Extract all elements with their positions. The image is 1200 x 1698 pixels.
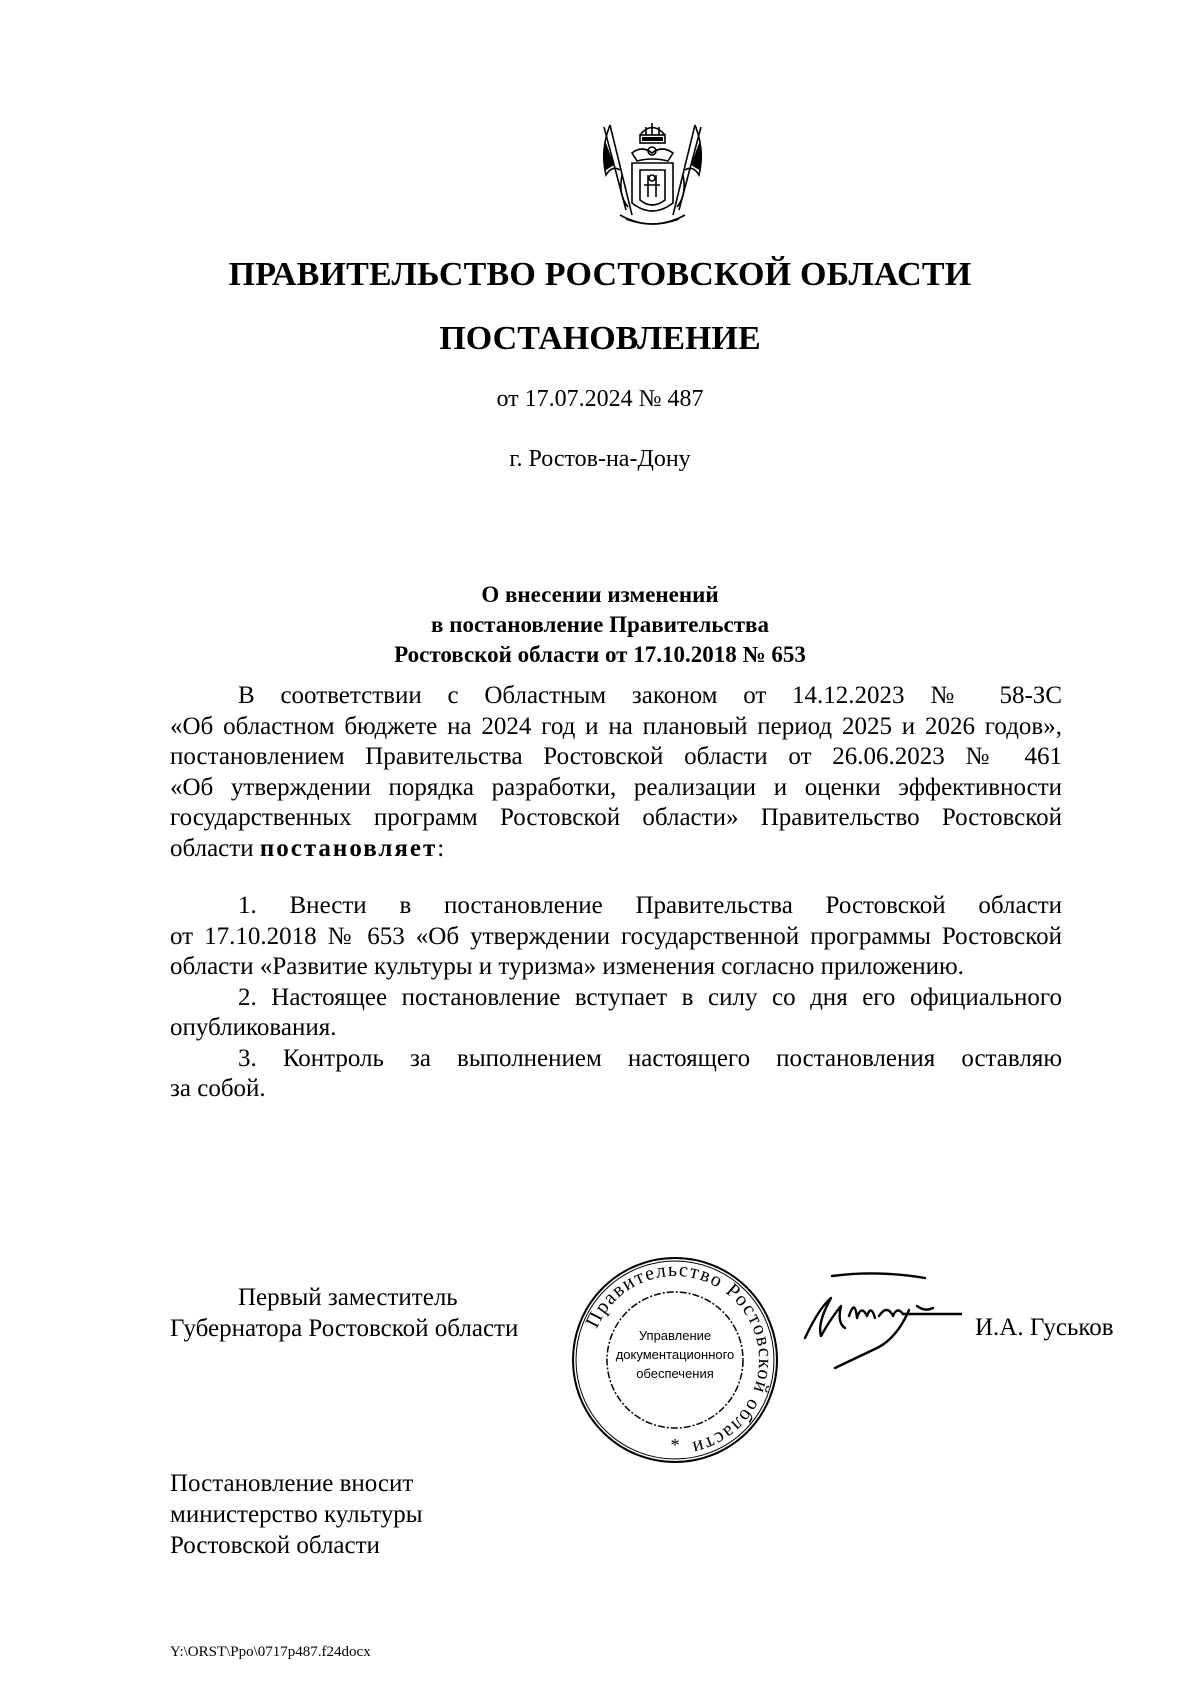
subject-line-3: Ростовской области от 17.10.2018 № 653 — [394, 642, 806, 667]
item-3-line-1: 3. Контроль за выполнением настоящего постановления оставляю — [238, 1044, 1062, 1072]
signer-name: И.А. Гуськов — [975, 1314, 1114, 1341]
item-2-line-2: опубликования. — [170, 1014, 337, 1041]
official-stamp — [570, 1255, 780, 1465]
subject-line-1: О внесении изменений — [481, 582, 719, 607]
preamble-paragraph — [170, 681, 1062, 864]
preamble-line-5: государственных программ Ростовской области» Правительство Ростовской — [170, 804, 1062, 831]
coat-of-arms-emblem — [590, 115, 715, 240]
date-and-number: от 17.07.2024 № 487 — [496, 386, 704, 412]
signer-position-line-2: Губернатора Ростовской области — [170, 1314, 519, 1342]
resolves-word: постановляет — [259, 834, 438, 862]
document-subject — [0, 580, 1200, 670]
handwritten-signature — [797, 1268, 962, 1373]
stamp-star: * — [670, 1435, 680, 1455]
item-1-line-2: от 17.10.2018 № 653 «Об утверждении государственной программы Ростовской — [170, 922, 1062, 950]
government-title: ПРАВИТЕЛЬСТВО РОСТОВСКОЙ ОБЛАСТИ — [228, 256, 972, 293]
subject-line-2: в постановление Правительства — [431, 612, 769, 637]
signer-position — [170, 1283, 518, 1344]
preamble-line-1: В соответствии с Областным законом от 14.12.2023 № 58-ЗС — [238, 682, 1062, 709]
preamble-line-6-end: : — [437, 834, 445, 862]
resolution-items — [170, 891, 1062, 1105]
stamp-inner-line-2: документационного — [615, 1347, 735, 1362]
stamp-inner-line-3: обеспечения — [636, 1366, 714, 1381]
submitted-by — [170, 1468, 423, 1561]
preamble-line-4: «Об утверждении порядка разработки, реализации и оценки эффективности — [170, 773, 1062, 801]
submitted-by-line-2: министерство культуры — [170, 1501, 423, 1528]
submitted-by-line-3: Ростовской области — [170, 1532, 380, 1559]
preamble-line-6 — [170, 834, 1062, 865]
signer-position-line-1: Первый заместитель — [238, 1284, 458, 1311]
item-2 — [170, 983, 1062, 1044]
stamp-inner-line-1: Управление — [638, 1328, 712, 1343]
item-3-line-2: за собой. — [170, 1075, 266, 1102]
item-1 — [170, 891, 1062, 983]
file-path-footer: Y:\ORST\Ppo\0717p487.f24docx — [170, 1644, 371, 1660]
item-3 — [170, 1044, 1062, 1105]
preamble-line-3: постановлением Правительства Ростовской области от 26.06.2023 № 461 — [170, 743, 1062, 770]
document-type-title: ПОСТАНОВЛЕНИЕ — [439, 320, 761, 357]
stamp-ring-text: Правительство Ростовской области — [581, 1258, 777, 1460]
preamble-line-2: «Об областном бюджете на 2024 год и на плановый период 2025 и 2026 годов», — [170, 712, 1062, 740]
city: г. Ростов-на-Дону — [509, 446, 691, 472]
preamble-line-6-start: области — [170, 834, 260, 862]
submitted-by-line-1: Постановление вносит — [170, 1470, 414, 1497]
item-1-line-3: области «Развитие культуры и туризма» изменения согласно приложению. — [170, 953, 964, 980]
item-2-line-1: 2. Настоящее постановление вступает в силу со дня его официального — [238, 983, 1062, 1011]
item-1-line-1: 1. Внести в постановление Правительства Ростовской области — [238, 892, 1062, 919]
